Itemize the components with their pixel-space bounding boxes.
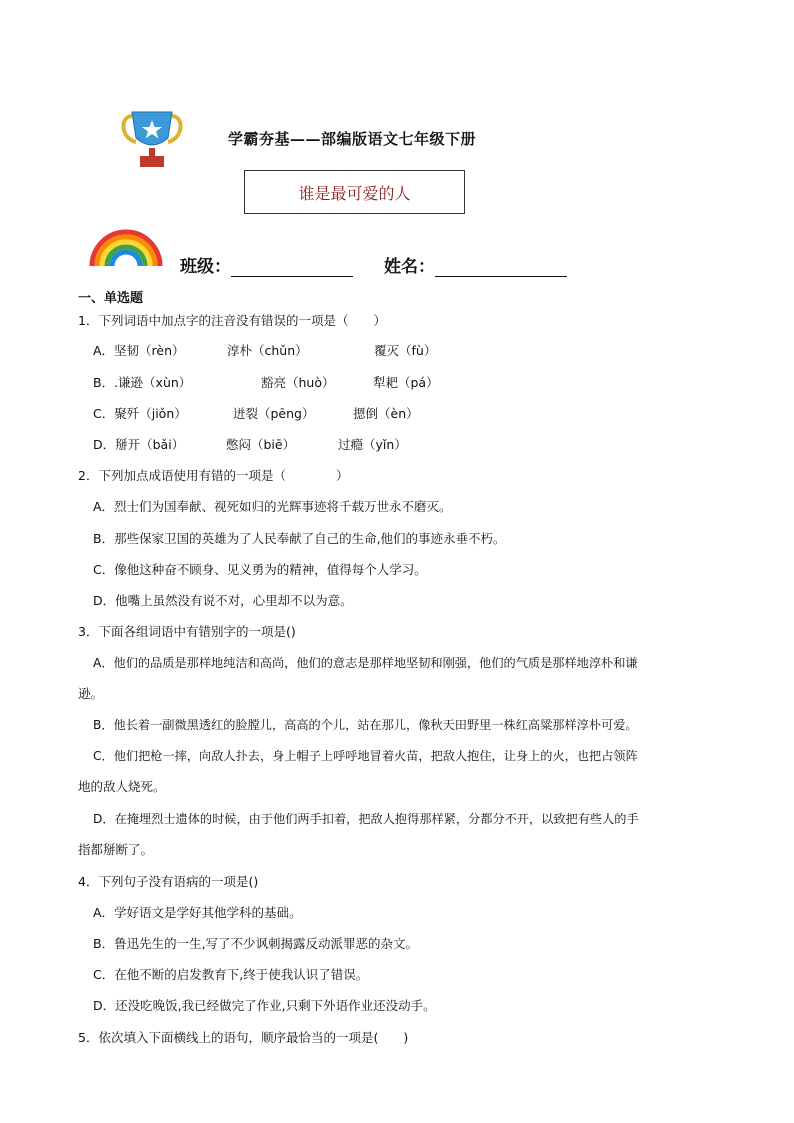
question-3-option-a: A．他们的品质是那样地纯洁和高尚，他们的意志是那样地坚韧和刚强，他们的气质是那样地淳朴和谦 xyxy=(93,656,638,670)
question-2-option-a: A．烈士们为国奉献、视死如归的光辉事迹将千载万世永不磨灭。 xyxy=(93,499,452,514)
section-heading: 一、单选题 xyxy=(78,291,144,306)
q1-c-word-2: 迸裂（pēng） xyxy=(233,406,315,421)
class-blank[interactable] xyxy=(231,258,353,277)
question-1-option-d xyxy=(93,436,713,454)
question-3-option-b: B．他长着一副微黑透红的脸膛儿，高高的个儿，站在那儿，像秋天田野里一株红高粱那样淳朴可爱。 xyxy=(93,718,638,732)
subtitle: 谁是最可爱的人 xyxy=(298,183,411,203)
q1-d-word-1: D．掰开（bǎi） xyxy=(93,437,185,452)
question-2-option-c: C．像他这种奋不顾身、见义勇为的精神，值得每个人学习。 xyxy=(93,562,427,577)
question-2-option-d: D．他嘴上虽然没有说不对，心里却不以为意。 xyxy=(93,593,353,608)
question-4-option-b: B．鲁迅先生的一生,写了不少讽刺揭露反动派罪恶的杂文。 xyxy=(93,936,419,951)
question-4-option-d: D．还没吃晚饭,我已经做完了作业,只剩下外语作业还没动手。 xyxy=(93,998,436,1013)
question-4-stem: 4．下列句子没有语病的一项是() xyxy=(78,874,259,889)
question-4-option-a: A．学好语文是学好其他学科的基础。 xyxy=(93,905,302,920)
class-field xyxy=(180,252,353,277)
question-3-option-c: C．他们把枪一摔，向敌人扑去，身上帽子上呼呼地冒着火苗，把敌人抱住，让身上的火，也把占领阵 xyxy=(93,749,638,763)
question-1-option-a xyxy=(93,342,713,360)
subtitle-box xyxy=(244,170,465,214)
question-2-option-b: B．那些保家卫国的英雄为了人民奉献了自己的生命,他们的事迹永垂不朽。 xyxy=(93,531,506,546)
question-1-stem: 1．下列词语中加点字的注音没有错误的一项是（ ） xyxy=(78,313,386,328)
page-title: 学霸夯基——部编版语文七年级下册 xyxy=(228,130,477,148)
question-3-stem: 3．下面各组词语中有错别字的一项是() xyxy=(78,624,296,639)
class-label: 班级： xyxy=(180,257,231,277)
question-1-option-b xyxy=(93,374,713,392)
question-3-option-a-cont: 逊。 xyxy=(78,686,104,701)
q1-a-word-2: 淳朴（chǔn） xyxy=(227,343,308,358)
rainbow-icon xyxy=(88,226,164,268)
q1-c-word-1: C．聚歼（jiǒn） xyxy=(93,406,187,421)
question-1-option-c xyxy=(93,405,713,423)
q1-c-word-3: 摁倒（èn） xyxy=(353,406,419,421)
question-3-option-d-cont: 指都掰断了。 xyxy=(78,842,154,857)
name-label: 姓名： xyxy=(384,257,435,277)
q1-b-word-3: 犁耙（pá） xyxy=(373,375,439,390)
q1-a-word-3: 覆灭（fù） xyxy=(374,343,437,358)
q1-b-word-2: 豁亮（huò） xyxy=(261,375,335,390)
trophy-icon xyxy=(118,108,186,170)
question-3-option-d: D．在掩埋烈士遗体的时候，由于他们两手扣着，把敌人抱得那样紧，分都分不开，以致把有些人的手 xyxy=(93,812,639,826)
q1-d-word-2: 憋闷（biē） xyxy=(226,437,296,452)
q1-a-word-1: A．坚韧（rèn） xyxy=(93,343,185,358)
name-field xyxy=(384,252,567,277)
q1-d-word-3: 过瘾（yǐn） xyxy=(338,437,407,452)
question-3-option-c-cont: 地的敌人烧死。 xyxy=(78,779,166,794)
question-2-stem: 2．下列加点成语使用有错的一项是（ ） xyxy=(78,468,349,483)
q1-b-word-1: B．.谦逊（xùn） xyxy=(93,375,192,390)
question-4-option-c: C．在他不断的启发教育下,终于使我认识了错误。 xyxy=(93,967,369,982)
question-5-stem: 5．依次填入下面横线上的语句，顺序最恰当的一项是( ) xyxy=(78,1030,409,1045)
name-blank[interactable] xyxy=(435,258,567,277)
